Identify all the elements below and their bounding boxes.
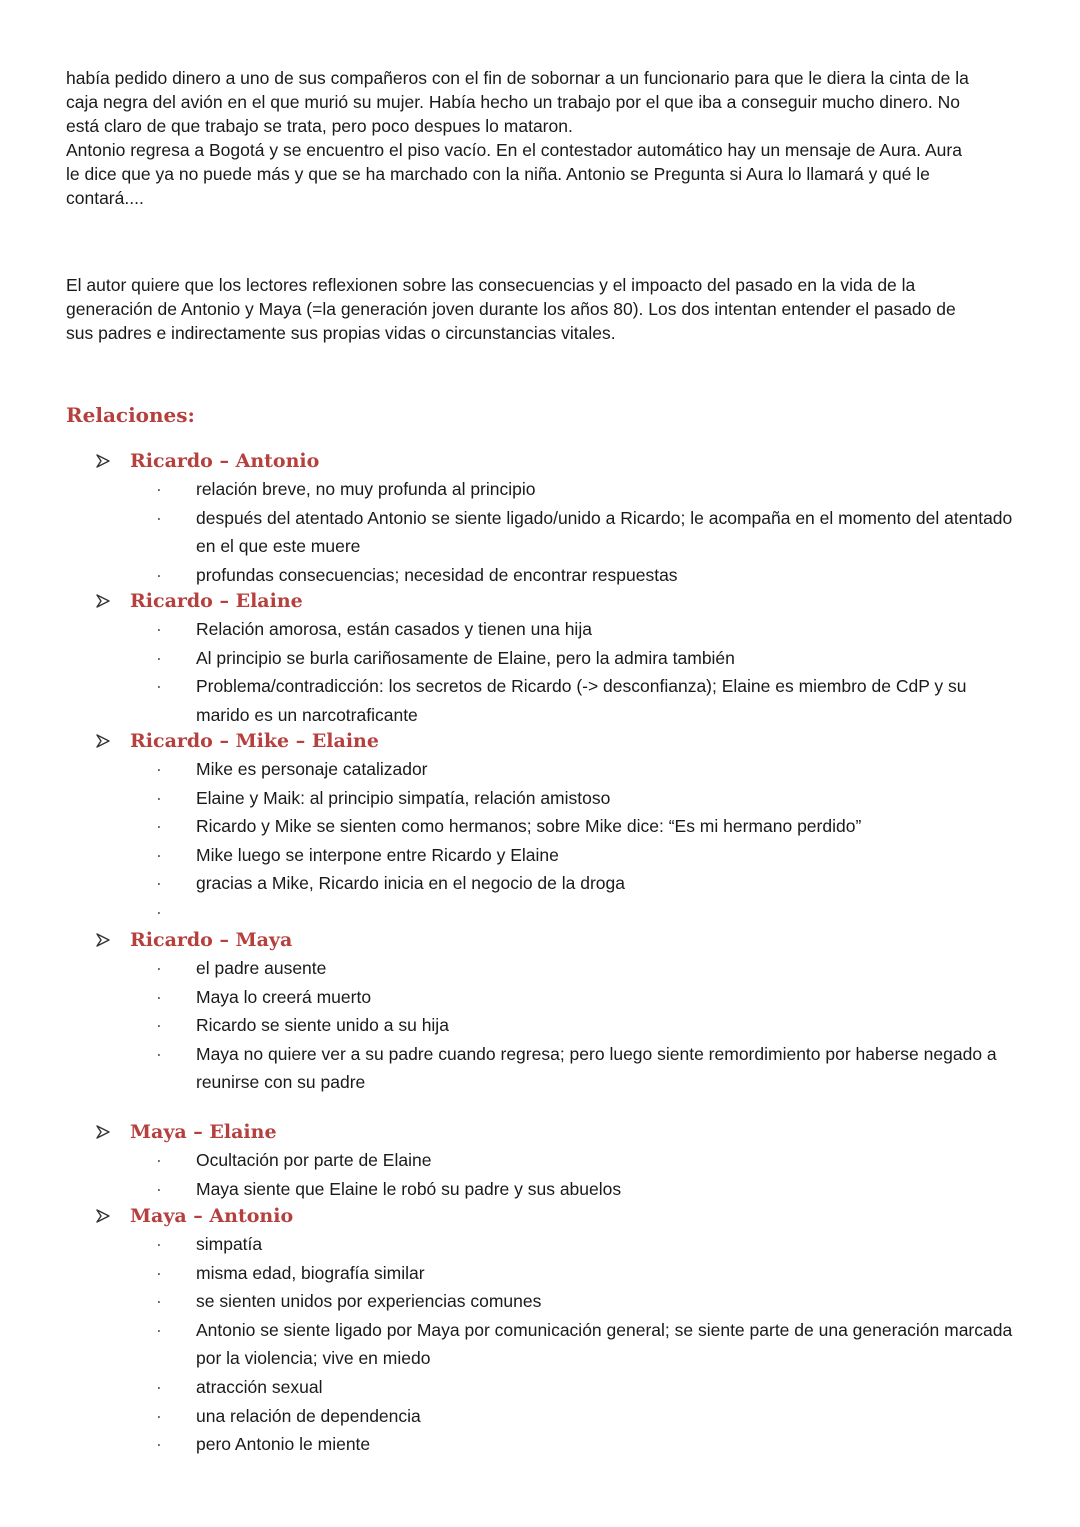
list-item: · una relación de dependencia [96, 1402, 1016, 1431]
arrow-bullet-icon [96, 594, 110, 608]
relation-title: Ricardo – Elaine [130, 590, 303, 612]
relation-items [96, 1146, 1016, 1203]
list-item: · Relación amorosa, están casados y tienen una hija [96, 615, 1016, 644]
relation-title-row [96, 727, 1016, 755]
list-item: · Mike es personaje catalizador [96, 755, 1016, 784]
list-item: · Ricardo y Mike se sienten como hermanos; sobre Mike dice: “Es mi hermano perdido” [96, 812, 1016, 841]
list-item: · profundas consecuencias; necesidad de encontrar respuestas [96, 561, 1016, 590]
list-item: · después del atentado Antonio se siente ligado/unido a Ricardo; le acompaña en el momento del atentado en el que este muere [96, 504, 1016, 561]
relation-items [96, 1230, 1016, 1459]
list-item: · Maya siente que Elaine le robó su padre y sus abuelos [96, 1175, 1016, 1204]
text-line: contará.... [66, 188, 144, 208]
text-line: está claro de que trabajo se trata, pero poco despues lo mataron. [66, 116, 573, 136]
text-line: había pedido dinero a uno de sus compañeros con el fin de sobornar a un funcionario para que le diera la cinta de la [66, 68, 969, 88]
list-item: · Problema/contradicción: los secretos de Ricardo (-> desconfianza); Elaine es miembro de CdP y su marido es un narcotraficante [96, 672, 1016, 729]
text-line: El autor quiere que los lectores reflexionen sobre las consecuencias y el impoacto del pasado en la vida de la [66, 275, 916, 295]
relation-title: Maya – Antonio [130, 1205, 294, 1227]
arrow-bullet-icon [96, 1125, 110, 1139]
list-item: · Ricardo se siente unido a su hija [96, 1011, 1016, 1040]
arrow-bullet-icon [96, 933, 110, 947]
list-item: · relación breve, no muy profunda al principio [96, 475, 1016, 504]
relation-title: Ricardo – Mike – Elaine [130, 730, 379, 752]
list-item: · Al principio se burla cariñosamente de Elaine, pero la admira también [96, 644, 1016, 673]
relation-title: Maya – Elaine [130, 1121, 277, 1143]
relation-items [96, 954, 1016, 1097]
relation-title-row [96, 926, 1016, 954]
list-item: · gracias a Mike, Ricardo inicia en el negocio de la droga [96, 869, 1016, 898]
text-line: Antonio regresa a Bogotá y se encuentro el piso vacío. En el contestador automático hay un mensaje de Aura. Aura [66, 140, 962, 160]
list-item: · Maya no quiere ver a su padre cuando regresa; pero luego siente remordimiento por haberse negado a reunirse con su padre [96, 1040, 1016, 1097]
list-item: · Elaine y Maik: al principio simpatía, relación amistoso [96, 784, 1016, 813]
relation-ricardo-antonio [96, 447, 1016, 589]
text-line: caja negra del avión en el que murió su mujer. Había hecho un trabajo por el que iba a conseguir mucho dinero. No [66, 92, 961, 112]
relation-title-row [96, 1202, 1016, 1230]
relation-ricardo-elaine [96, 587, 1016, 729]
text-line: sus padres e indirectamente sus propias vidas o circunstancias vitales. [66, 323, 616, 343]
arrow-bullet-icon [96, 734, 110, 748]
list-item: · Antonio se siente ligado por Maya por comunicación general; se siente parte de una generación marcada por la violencia; vive en miedo [96, 1316, 1016, 1373]
empty-bullet: · [156, 902, 162, 922]
list-item: · Mike luego se interpone entre Ricardo y Elaine [96, 841, 1016, 870]
relation-maya-antonio [96, 1202, 1016, 1459]
relation-ricardo-mike-elaine [96, 727, 1016, 898]
relation-title-row [96, 587, 1016, 615]
relation-title: Ricardo – Antonio [130, 450, 320, 472]
relation-title: Ricardo – Maya [130, 929, 293, 951]
relation-items [96, 615, 1016, 729]
relation-ricardo-maya [96, 926, 1016, 1097]
list-item: · el padre ausente [96, 954, 1016, 983]
list-item: · se sienten unidos por experiencias comunes [96, 1287, 1016, 1316]
list-item: · Ocultación por parte de Elaine [96, 1146, 1016, 1175]
relation-title-row [96, 1118, 1016, 1146]
list-item: · atracción sexual [96, 1373, 1016, 1402]
text-line: le dice que ya no puede más y que se ha marchado con la niña. Antonio se Pregunta si Aura lo llamará y qué le [66, 164, 930, 184]
list-item: · simpatía [96, 1230, 1016, 1259]
text-line: generación de Antonio y Maya (=la generación joven durante los años 80). Los dos intentan entender el pasado de [66, 299, 956, 319]
arrow-bullet-icon [96, 1209, 110, 1223]
relation-items [96, 755, 1016, 898]
list-item: · misma edad, biografía similar [96, 1259, 1016, 1288]
intro-paragraph-2 [66, 273, 1016, 345]
relation-maya-elaine [96, 1118, 1016, 1203]
arrow-bullet-icon [96, 454, 110, 468]
intro-paragraph-1 [66, 66, 1016, 210]
list-item: · Maya lo creerá muerto [96, 983, 1016, 1012]
relation-items [96, 475, 1016, 589]
section-heading-relaciones: Relaciones: [66, 403, 195, 427]
list-item: · pero Antonio le miente [96, 1430, 1016, 1459]
relation-title-row [96, 447, 1016, 475]
